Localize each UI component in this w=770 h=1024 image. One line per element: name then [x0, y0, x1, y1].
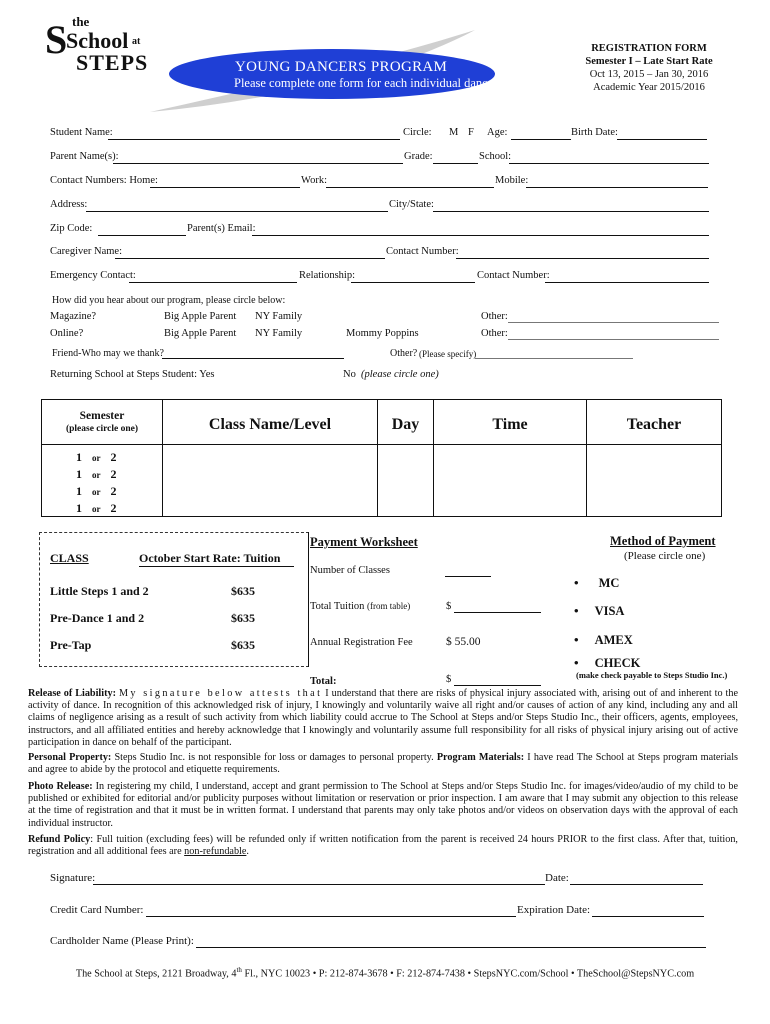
other-field-2[interactable]	[508, 339, 719, 340]
semester-label: Semester I – Late Start Rate	[585, 56, 713, 67]
other-label-1: Other:	[481, 311, 508, 322]
age-label: Age:	[487, 127, 508, 138]
mobile-phone-field[interactable]	[526, 187, 708, 188]
option-big-apple-parent-1[interactable]: Big Apple Parent	[164, 311, 237, 322]
friend-field[interactable]	[162, 358, 344, 359]
banner-subtitle: Please complete one form for each individual dancer	[234, 76, 498, 90]
hear-question: How did you hear about our program, please circle below:	[52, 295, 286, 306]
worksheet-divider	[308, 532, 309, 667]
time-cell[interactable]	[434, 445, 587, 517]
logo-steps: STEPS	[76, 50, 149, 75]
photo-release-text: In registering my child, I understand, accept and grant permission to The School at Steps and/or Steps Studio Inc. for images/video/audio of my child to be published or exhibited for editorial and/or publicity purposes without limitation or reservation or prior inspection. I am aware that I may submit any objection to this release at the time of registration and that it must be in written format. I understand that parents may only take photos and/or videos on observation days with the approval of each individual instructor.	[28, 781, 738, 829]
semester-dates: Oct 13, 2015 – Jan 30, 2016	[589, 69, 709, 80]
total-tuition-field[interactable]	[454, 612, 541, 613]
emergency-contact-label: Contact Number:	[477, 270, 550, 281]
semester-2-option[interactable]: 2	[110, 450, 117, 464]
payment-method-hint: (Please circle one)	[624, 550, 706, 562]
friend-label: Friend-Who may we thank?	[52, 348, 164, 359]
specify-hint: (Please specify)	[419, 349, 477, 359]
num-classes-label: Number of Classes	[310, 565, 390, 576]
total-tuition-text: Total Tuition	[310, 601, 365, 612]
tuition-class-name: Pre-Dance 1 and 2	[50, 611, 145, 625]
refund-policy-label: Refund Policy	[28, 834, 91, 845]
tuition-price: $635	[231, 638, 255, 652]
num-classes-field[interactable]	[445, 576, 491, 577]
or-label: or	[92, 470, 101, 480]
semester-1-option[interactable]: 1	[76, 501, 82, 515]
expiration-label: Expiration Date:	[517, 904, 591, 916]
returning-label[interactable]: Returning School at Steps Student: Yes	[50, 369, 215, 380]
payment-label: CHECK	[594, 656, 641, 670]
city-state-field[interactable]	[433, 211, 709, 212]
teacher-header: Teacher	[587, 400, 722, 445]
other-specify-label: Other?	[390, 348, 418, 359]
relationship-label: Relationship:	[299, 270, 355, 281]
grade-field[interactable]	[433, 163, 478, 164]
rate-column-header: October Start Rate: Tuition	[139, 551, 294, 567]
school-field[interactable]	[509, 163, 709, 164]
work-phone-field[interactable]	[326, 187, 494, 188]
logo-school: School	[66, 28, 129, 53]
relationship-field[interactable]	[351, 282, 475, 283]
age-field[interactable]	[511, 139, 571, 140]
birth-date-field[interactable]	[617, 139, 707, 140]
total-dollar: $	[446, 674, 452, 685]
payment-label: VISA	[594, 604, 625, 618]
payment-method-title: Method of Payment	[610, 534, 716, 548]
option-mommy-poppins[interactable]: Mommy Poppins	[346, 328, 419, 339]
address-label: Address:	[50, 199, 88, 210]
emergency-contact-field[interactable]	[545, 282, 709, 283]
semester-subheader: (please circle one)	[65, 424, 139, 434]
personal-property-paragraph	[28, 752, 738, 776]
program-materials-label: Program Materials:	[436, 752, 525, 763]
photo-release-paragraph	[28, 781, 738, 830]
semester-2-option[interactable]: 2	[110, 467, 117, 481]
total-label: Total:	[310, 676, 337, 687]
signature-label: Signature:	[50, 872, 96, 884]
tuition-price: $635	[231, 584, 255, 598]
cardholder-field[interactable]	[196, 947, 706, 948]
date-field[interactable]	[570, 884, 703, 885]
program-materials-text: I have read The School at Steps program materials and agree to abide by the protocol and etiquette requirements.	[28, 752, 738, 776]
total-field[interactable]	[454, 685, 541, 686]
payment-option-visa[interactable]	[574, 602, 624, 620]
semester-option-row[interactable]	[76, 499, 162, 516]
tuition-price: $635	[231, 611, 255, 625]
option-ny-family-1[interactable]: NY Family	[255, 311, 303, 322]
semester-options-cell	[42, 445, 163, 517]
caregiver-contact-label: Contact Number:	[386, 246, 459, 257]
personal-property-text: Steps Studio Inc. is not responsible for loss or damages to personal property.	[111, 752, 434, 763]
student-name-label: Student Name:	[50, 127, 113, 138]
grade-label: Grade:	[404, 151, 433, 162]
bullet-icon: •	[574, 575, 579, 590]
total-tuition-dollar: $	[446, 601, 452, 612]
birth-date-label: Birth Date:	[571, 127, 618, 138]
gender-f-option[interactable]: F	[468, 127, 474, 138]
payment-option-amex[interactable]	[574, 631, 633, 649]
total-tuition-label	[310, 601, 410, 612]
refund-end: .	[246, 846, 249, 858]
class-column-header: CLASS	[50, 551, 89, 565]
worksheet-title: Payment Worksheet	[310, 535, 418, 549]
work-label: Work:	[301, 175, 327, 186]
release-of-liability	[28, 688, 738, 749]
payment-option-mc[interactable]	[574, 574, 619, 592]
day-header: Day	[378, 400, 434, 445]
contact-home-label: Contact Numbers: Home:	[50, 175, 158, 186]
school-label: School:	[479, 151, 512, 162]
zip-label: Zip Code:	[50, 223, 93, 234]
circle-label: Circle:	[403, 127, 432, 138]
other-label-2: Other:	[481, 328, 508, 339]
returning-no-option[interactable]: No	[343, 369, 356, 380]
personal-property-label: Personal Property:	[28, 752, 112, 763]
non-refundable-text: non-refundable	[184, 846, 247, 858]
semester-1-option[interactable]: 1	[76, 484, 82, 498]
release-label: Release of Liability:	[28, 688, 116, 699]
logo-s-letter: S	[45, 17, 68, 62]
refund-policy-paragraph	[28, 834, 738, 858]
annual-fee-value: $ 55.00	[446, 636, 481, 648]
caregiver-label: Caregiver Name:	[50, 246, 123, 257]
zip-field[interactable]	[98, 235, 186, 236]
school-logo	[40, 14, 165, 76]
payment-label: MC	[598, 576, 620, 590]
returning-circle-hint: (please circle one)	[361, 369, 439, 380]
semester-2-option[interactable]: 2	[110, 484, 117, 498]
emergency-label: Emergency Contact:	[50, 270, 136, 281]
payment-label: AMEX	[594, 633, 633, 647]
semester-header-cell	[42, 400, 163, 445]
teacher-cell[interactable]	[587, 445, 722, 517]
bullet-icon: •	[574, 632, 579, 647]
parent-email-label: Parent(s) Email:	[187, 223, 256, 234]
form-title: REGISTRATION FORM	[591, 43, 707, 54]
from-table-hint: (from table)	[367, 601, 411, 611]
class-selection-table	[41, 399, 722, 517]
semester-option-row[interactable]	[76, 482, 162, 499]
photo-release-label: Photo Release:	[28, 781, 93, 792]
or-label: or	[92, 487, 101, 497]
annual-fee-label: Annual Registration Fee	[310, 637, 413, 648]
check-payable-note: (make check payable to Steps Studio Inc.)	[576, 670, 728, 680]
release-text: I understand that there are risks of physical injury associated with, arising out of and inherent to the activity of dance. In recognition of this acknowledged risk of injury, I knowingly and voluntarily waive all right and/or causes of action of any kind, including any and all claims of negligence arising as a result of such activity from which liability could accrue to The School at Steps and/or Steps Studio Inc., their officers, agents, employees, instructors, and all affiliated entities and hereby acknowledge that I knowingly and voluntarily assume full responsibility for all risks of physical injury arising out of active participation in dance on behalf of the participant.	[28, 688, 739, 748]
address-field[interactable]	[86, 211, 388, 212]
signature-field[interactable]	[93, 884, 545, 885]
city-state-label: City/State:	[389, 199, 434, 210]
semester-2-option[interactable]: 2	[110, 501, 117, 515]
parent-names-field[interactable]	[113, 163, 403, 164]
academic-year: Academic Year 2015/2016	[593, 82, 705, 93]
semester-option-row[interactable]	[76, 465, 162, 482]
caregiver-field[interactable]	[115, 258, 385, 259]
semester-1-option[interactable]: 1	[76, 450, 82, 464]
date-label: Date:	[545, 872, 569, 884]
or-label: or	[92, 453, 101, 463]
bullet-icon: •	[574, 603, 579, 618]
option-ny-family-2[interactable]: NY Family	[255, 328, 303, 339]
emergency-field[interactable]	[129, 282, 297, 283]
or-label: or	[92, 504, 101, 514]
student-name-field[interactable]	[108, 139, 400, 140]
option-big-apple-parent-2[interactable]: Big Apple Parent	[164, 328, 237, 339]
form-header-info	[564, 42, 734, 94]
credit-card-field[interactable]	[146, 916, 516, 917]
semester-option-row[interactable]	[76, 448, 162, 465]
parent-names-label: Parent Name(s):	[50, 151, 119, 162]
mobile-label: Mobile:	[495, 175, 529, 186]
day-cell[interactable]	[378, 445, 434, 517]
footer-contact	[0, 966, 770, 979]
magazine-label: Magazine?	[50, 311, 97, 322]
parent-email-field[interactable]	[252, 235, 709, 236]
tuition-class-name: Pre-Tap	[50, 638, 92, 652]
semester-1-option[interactable]: 1	[76, 467, 82, 481]
other-specify-field[interactable]	[475, 358, 633, 359]
refund-policy-text: : Full tuition (excluding fees) will be refunded only if written notification from the parent is received 24 hours PRIOR to the first class. After that, tuition, registration and all additional fees are	[28, 834, 738, 858]
credit-card-label: Credit Card Number:	[50, 904, 144, 916]
cardholder-label: Cardholder Name (Please Print):	[50, 935, 194, 947]
footer-address: The School at Steps, 2121 Broadway, 4	[75, 968, 237, 980]
other-field-1[interactable]	[508, 322, 719, 323]
online-label: Online?	[50, 328, 84, 339]
class-name-header: Class Name/Level	[163, 400, 378, 445]
footer-superscript: th	[236, 966, 242, 974]
semester-header: Semester	[79, 410, 125, 422]
caregiver-contact-field[interactable]	[456, 258, 709, 259]
logo-at: at	[132, 36, 141, 47]
tuition-class-name: Little Steps 1 and 2	[50, 584, 149, 598]
banner-title: YOUNG DANCERS PROGRAM	[235, 59, 448, 75]
bullet-icon: •	[574, 655, 579, 670]
class-name-cell[interactable]	[163, 445, 378, 517]
time-header: Time	[434, 400, 587, 445]
gender-m-option[interactable]: M	[449, 127, 459, 138]
footer-contact-info: Fl., NYC 10023 • P: 212-874-3678 • F: 212-874-7438 • StepsNYC.com/School • TheSchool@StepsNYC.com	[241, 968, 695, 980]
logo-the: the	[72, 14, 90, 29]
home-phone-field[interactable]	[150, 187, 300, 188]
expiration-field[interactable]	[592, 916, 704, 917]
release-spaced-text: My signature below attests that	[118, 688, 323, 699]
